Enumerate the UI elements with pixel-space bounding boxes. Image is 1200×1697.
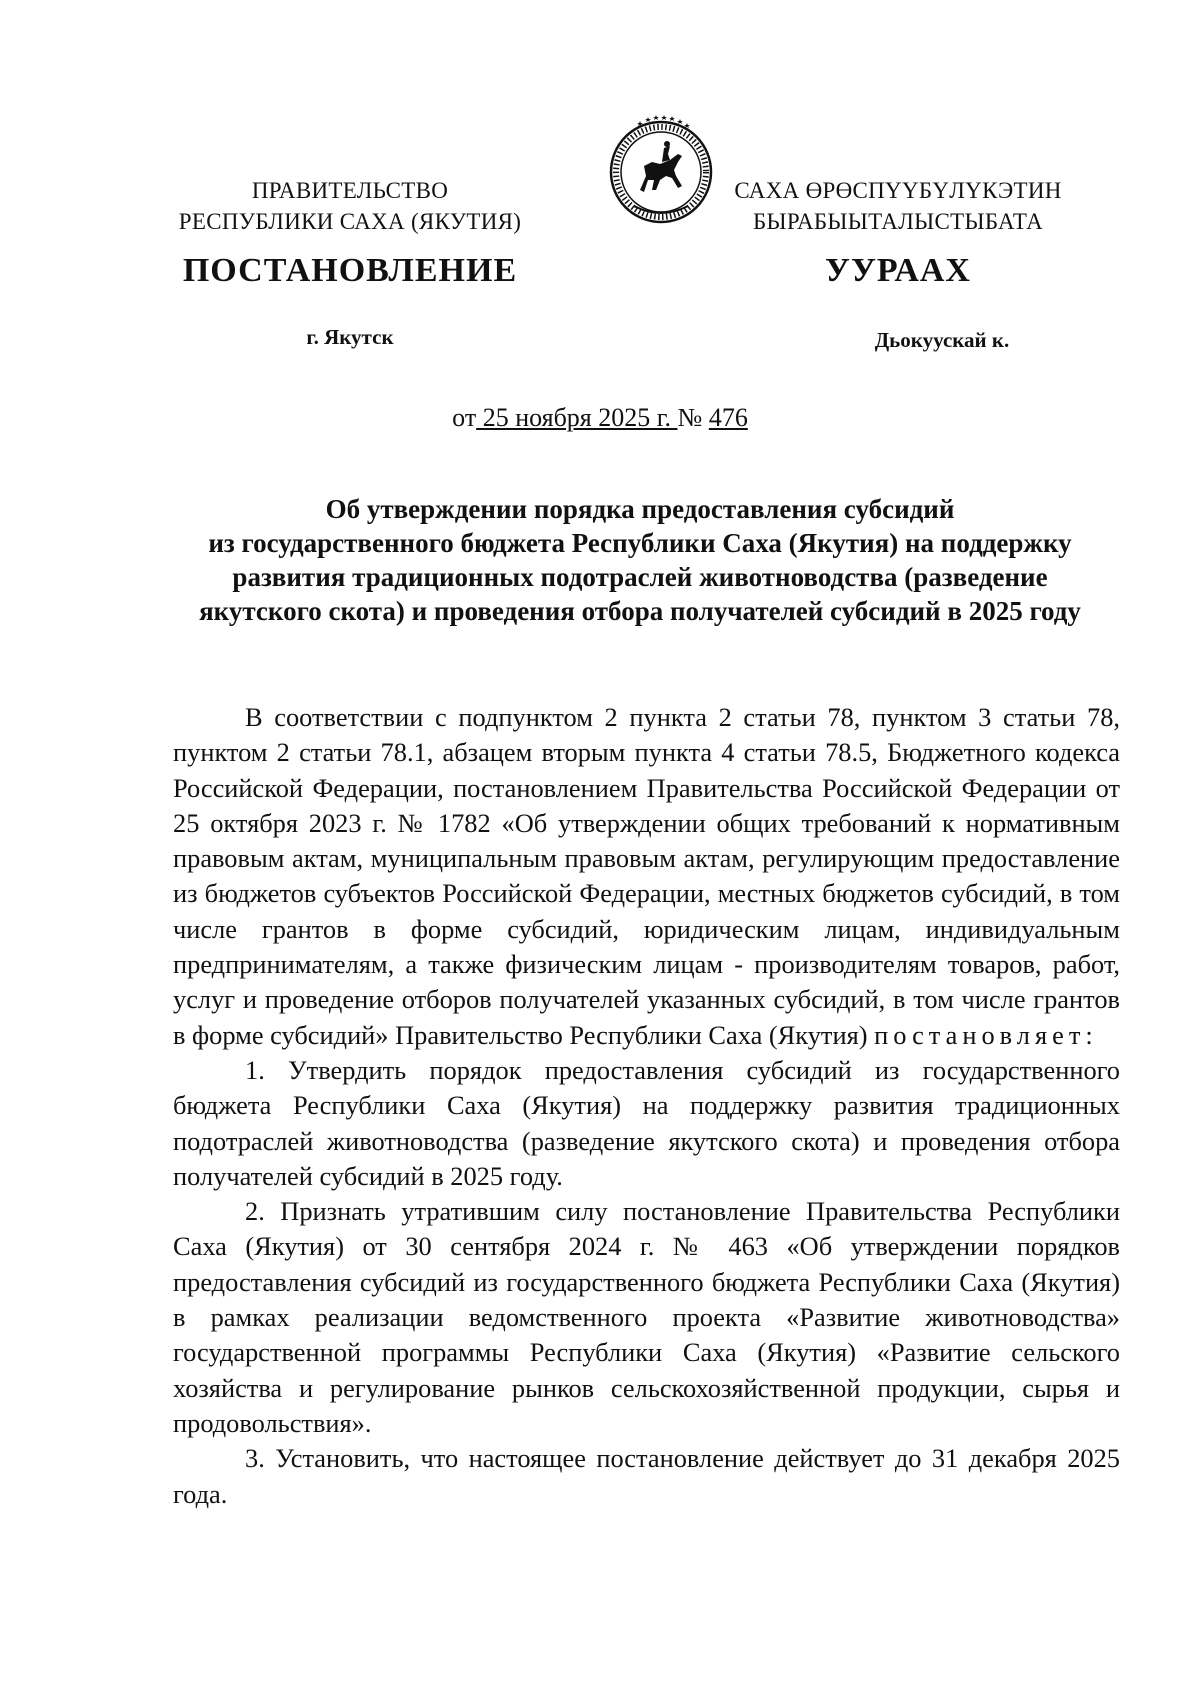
city-sakha: Дьокуускай к. — [874, 328, 1010, 352]
title-line: развития традиционных подотраслей животноводства (разведение — [232, 562, 1048, 592]
issuer-ru — [150, 175, 550, 237]
issuer-ru-line1: ПРАВИТЕЛЬСТВО — [251, 178, 449, 203]
title-line: из государственного бюджета Республики Саха (Якутия) на поддержку — [208, 528, 1072, 558]
date-and-number — [300, 403, 900, 433]
document-number: 476 — [708, 403, 748, 432]
document-date: 25 ноября 2025 г. — [476, 403, 678, 432]
number-sign: № — [677, 403, 709, 432]
document-body — [173, 700, 1120, 1512]
doc-type-ru: ПОСТАНОВЛЕНИЕ — [182, 252, 518, 289]
resolves-word: постановляет: — [874, 1019, 1098, 1050]
city-ru: г. Якутск — [306, 325, 394, 349]
issuer-ru-line2: РЕСПУБЛИКИ САХА (ЯКУТИЯ) — [178, 209, 522, 234]
issuer-sakha — [688, 175, 1108, 237]
title-line: Об утверждении порядка предоставления субсидий — [325, 494, 955, 524]
date-prefix: от — [452, 403, 477, 432]
title-line: якутского скота) и проведения отбора получателей субсидий в 2025 году — [199, 596, 1081, 626]
document-title — [160, 492, 1120, 628]
preamble-text: В соответствии с подпунктом 2 пункта 2 статьи 78, пунктом 3 статьи 78, пунктом 2 статьи 78.1, абзацем вторым пункта 4 статьи 78.5, Бюджетного кодекса Российской Федерации, постановлением Правительства Российской Федерации от 25 октября 2023 г. № 1782 «Об утверждении общих требований к нормативным правовым актам, муниципальным правовым актам, регулирующим предоставление из бюджетов субъектов Российской Федерации, местных бюджетов субсидий, в том числе грантов в форме субсидий, юридическим лицам, индивидуальным предпринимателям, а также физическим лицам - производителям товаров, работ, услуг и проведение отборов получателей указанных субсидий, в том числе грантов в форме субсидий» Правительство Республики Саха (Якутия) — [173, 702, 1120, 1050]
clause-2: 2. Признать утратившим силу постановление Правительства Республики Саха (Якутия) от 30 сентября 2024 г. № 463 «Об утверждении порядков предоставления субсидий из государственного бюджета Республики Саха (Якутия) в рамках реализации ведомственного проекта «Развитие животноводства» государственной программы Республики Саха (Якутия) «Развитие сельского хозяйства и регулирование рынков сельскохозяйственной продукции, сырья и продовольствия». — [173, 1196, 1120, 1438]
issuer-sakha-line1: САХА ӨРӨСПҮҮБҮЛҮКЭТИН — [734, 178, 1062, 203]
issuer-sakha-line2: БЫРАБЫЫТАЛЫСТЫБАТА — [752, 209, 1044, 234]
preamble-paragraph — [173, 700, 1120, 1053]
doc-type-sakha: УУРААХ — [825, 252, 971, 289]
clause-3: 3. Установить, что настоящее постановление действует до 31 декабря 2025 года. — [173, 1443, 1120, 1509]
clause-1: 1. Утвердить порядок предоставления субсидий из государственного бюджета Республики Саха (Якутия) на поддержку развития традиционных подотраслей животноводства (разведение якутского скота) и проведения отбора получателей субсидий в 2025 году. — [173, 1054, 1120, 1191]
